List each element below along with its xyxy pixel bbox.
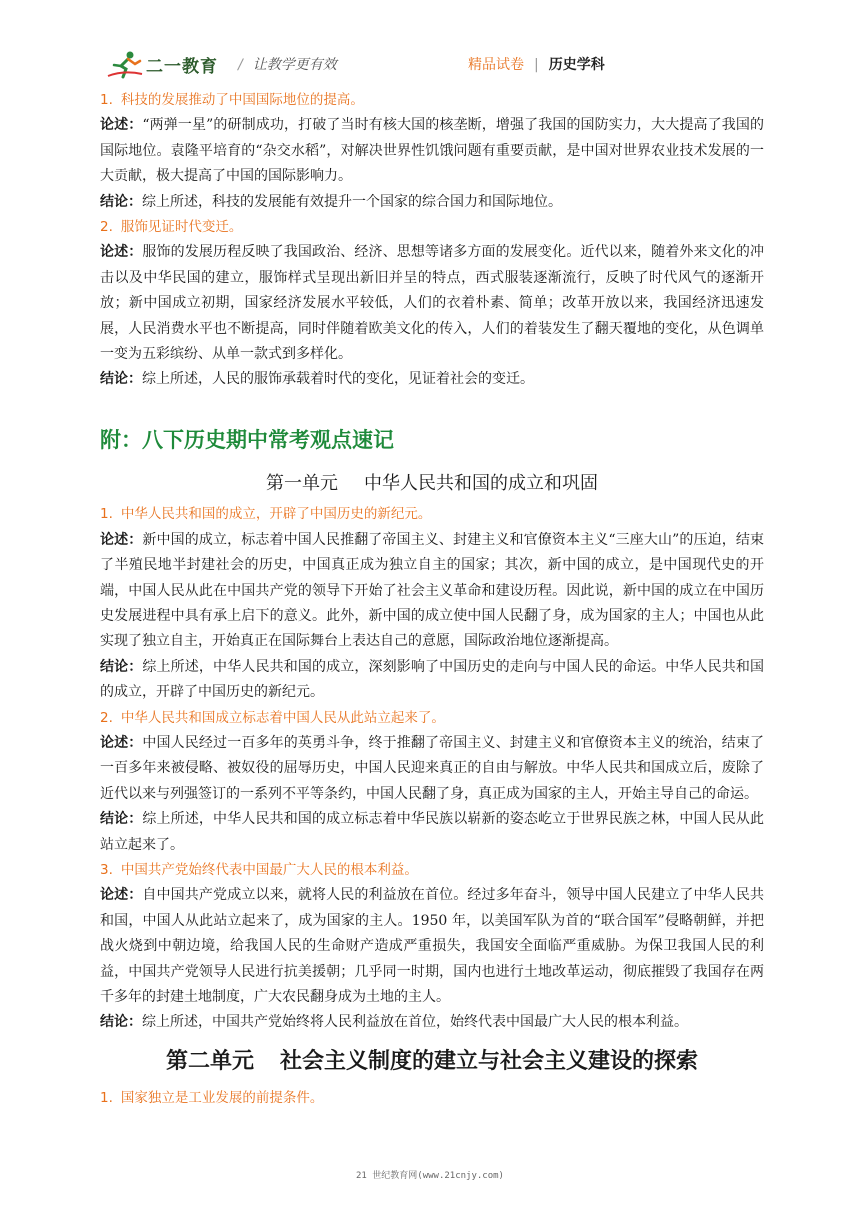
header-slogan: / 让教学更有效: [238, 57, 337, 73]
paragraph-text: 综上所述，中华人民共和国的成立标志着中华民族以崭新的姿态屹立于世界民族之林，中国人民从此站立起来了。: [100, 811, 765, 853]
paragraph: [100, 1010, 764, 1035]
paragraph-label: 结论：: [100, 193, 142, 210]
paragraph-label: 论述：: [100, 244, 143, 261]
paragraph-label: 结论：: [100, 811, 143, 828]
point-heading: [100, 858, 764, 883]
point-number: 2.: [100, 709, 113, 726]
paragraph-label: 论述：: [100, 734, 143, 751]
unit2-part: 第二单元: [165, 1048, 254, 1074]
header-category: 精品试卷 | 历史学科: [468, 57, 605, 73]
paragraph-label: 结论：: [100, 1014, 142, 1031]
logo-text: 二一教育: [146, 57, 218, 77]
paragraph-text: 综上所述，中国共产党始终将人民利益放在首位，始终代表中国最广大人民的根本利益。: [142, 1014, 688, 1031]
paragraph-text: 综上所述，中华人民共和国的成立，深刻影响了中国历史的走向与中国人民的命运。中华人民共和国的成立，开辟了中国历史的新纪元。: [100, 658, 765, 701]
point-title: 服饰见证时代变迁。: [120, 219, 243, 236]
unit1-title: [100, 471, 764, 496]
paragraph-label: 论述：: [100, 117, 143, 134]
paragraph: [100, 655, 764, 706]
point-heading: [100, 1086, 764, 1111]
unit1-part: 第一单元: [266, 472, 338, 494]
paragraph-text: “两弹一星”的研制成功，打破了当时有核大国的核垄断，增强了我国的国防实力，大大提高了我国的国际地位。袁隆平培育的“杂交水稻”，对解决世界性饥饿问题有重要贡献，是中国对世界农业技术发展的一大贡献，极大提高了中国的国际影响力。: [100, 117, 765, 185]
paragraph-text: 自中国共产党成立以来，就将人民的利益放在首位。经过多年奋斗，领导中国人民建立了中华人民共和国，中国人从此站立起来了，成为国家的主人。1950 年，以美国军队为首的“联合国军”侵略朝鲜，并把战火烧到中朝边境，给我国人民的生命财产造成严重损失，我国安全面临严重威胁。为保卫我国人民的利益，中国共产党领导人民进行抗美援朝；几乎同一时期，国内也进行土地改革运动，彻底摧毁了我国存在两千多年的封建土地制度，广大农民翻身成为土地的主人。: [100, 887, 765, 1005]
point-heading: [100, 88, 764, 113]
point-number: 1.: [100, 506, 113, 523]
point-heading: [100, 706, 764, 731]
paragraph: [100, 883, 764, 1010]
paragraph-label: 结论：: [100, 658, 143, 675]
page-header: [100, 46, 760, 82]
appendix-title: 附：八下历史期中常考观点速记: [100, 427, 394, 452]
paragraph-text: 新中国的成立，标志着中国人民推翻了帝国主义、封建主义和官僚资本主义“三座大山”的压迫，结束了半殖民地半封建社会的历史，中国真正成为独立自主的国家；其次，新中国的成立，是中国现代史的开端，中国人民从此在中国共产党的领导下开始了社会主义革命和建设历程。因此说，新中国的成立在中国历史发展进程中具有承上启下的意义。此外，新中国的成立使中国人民翻了身，成为国家的主人；中国也从此实现了独立自主，开始真正在国际舞台上表达自己的意愿，国际政治地位逐渐提高。: [100, 531, 765, 650]
point-title: 科技的发展推动了中国国际地位的提高。: [120, 92, 364, 108]
point-title: 中华人民共和国的成立，开辟了中国历史的新纪元。: [120, 506, 432, 523]
paragraph-text: 综上所述，科技的发展能有效提升一个国家的综合国力和国际地位。: [142, 193, 562, 210]
unit2-title: [100, 1046, 764, 1078]
paragraph-label: 论述：: [100, 531, 143, 548]
paragraph: [100, 731, 764, 807]
point-title: 中华人民共和国成立标志着中国人民从此站立起来了。: [120, 709, 445, 726]
section-unit2: [100, 1086, 764, 1111]
paragraph: [100, 113, 764, 189]
unit2-name: 社会主义制度的建立与社会主义建设的探索: [280, 1048, 699, 1074]
page-footer: 21 世纪教育网(www.21cnjy.com): [356, 1171, 504, 1181]
paragraph-text: 综上所述，人民的服饰承载着时代的变化，见证着社会的变迁。: [142, 371, 534, 388]
paragraph-label: 结论：: [100, 371, 142, 388]
subject-label: 历史学科: [548, 57, 605, 73]
point-number: 3.: [100, 861, 113, 878]
paragraph: [100, 367, 764, 392]
point-title: 中国共产党始终代表中国最广大人民的根本利益。: [120, 861, 418, 878]
logo: [106, 50, 236, 80]
point-number: 1.: [100, 1089, 113, 1106]
unit1-name: 中华人民共和国的成立和巩固: [364, 472, 598, 494]
point-number: 1.: [100, 92, 113, 108]
paragraph: [100, 190, 764, 215]
slogan-text: 让教学更有效: [252, 57, 337, 73]
paragraph-text: 中国人民经过一百多年的英勇斗争，终于推翻了帝国主义、封建主义和官僚资本主义的统治，结束了一百多年来被侵略、被奴役的屈辱历史，中国人民迎来真正的自由与解放。中华人民共和国成立后，废除了近代以来与列强签订的一系列不平等条约，中国人民翻了身，真正成为国家的主人，开始主导自己的命运。: [100, 734, 765, 802]
category-label: 精品试卷: [468, 57, 524, 73]
section-unit1: [100, 502, 764, 1036]
paragraph: [100, 240, 764, 367]
point-number: 2.: [100, 219, 113, 236]
section-intro: [100, 88, 764, 393]
point-title: 国家独立是工业发展的前提条件。: [120, 1089, 324, 1106]
paragraph-label: 论述：: [100, 887, 143, 904]
document-body: [100, 88, 764, 1111]
paragraph: [100, 528, 764, 655]
paragraph: [100, 807, 764, 858]
runner-logo-icon: [106, 50, 144, 80]
paragraph-text: 服饰的发展历程反映了我国政治、经济、思想等诸多方面的发展变化。近代以来，随着外来文化的冲击以及中华民国的建立，服饰样式呈现出新旧并呈的特点，西式服装逐渐流行，反映了时代风气的逐渐开放；新中国成立初期，国家经济发展水平较低，人们的衣着朴素、简单；改革开放以来，我国经济迅速发展，人民消费水平也不断提高，同时伴随着欧美文化的传入，人们的着装发生了翻天覆地的变化，从色调单一变为五彩缤纷、从单一款式到多样化。: [100, 244, 765, 363]
point-heading: [100, 502, 764, 527]
point-heading: [100, 215, 764, 240]
